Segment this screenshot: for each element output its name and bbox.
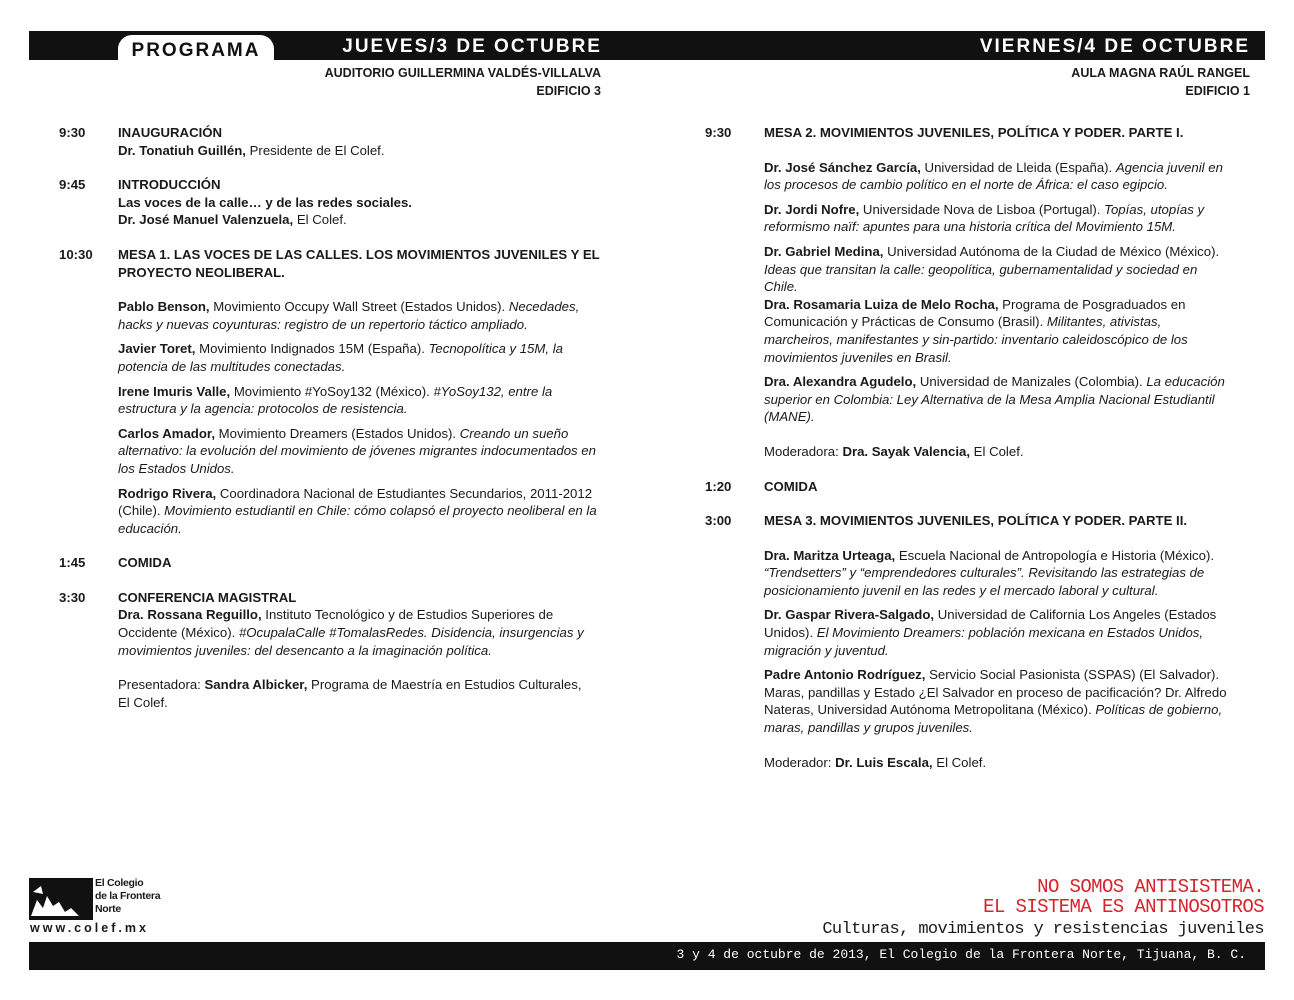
speaker-entry <box>764 201 1230 236</box>
presenter-label: Presentadora: <box>118 677 205 693</box>
talk-title: #OcupalaCalle #TomalasRedes. Disidencia, insurgencias y movimientos juveniles: del desencanto a la imaginación política. <box>118 625 584 658</box>
speaker-line <box>118 142 609 160</box>
moderator-line <box>764 754 1230 772</box>
speaker-entry <box>764 373 1230 426</box>
website-link[interactable]: www.colef.mx <box>30 921 149 935</box>
talk-title: Movimiento estudiantil en Chile: cómo colapsó el proyecto neoliberal en la educación. <box>118 503 597 536</box>
talk-title: Necedades, hacks y nuevas coyunturas: registro de un repertorio táctico ampliado. <box>118 299 580 332</box>
talk-title: “Trendsetters” y “emprendedores culturales”. Revisitando las estrategias de posicionamiento juvenil en las redes y el mercado laboral y cultural. <box>764 565 1205 598</box>
program-item <box>705 478 1230 496</box>
program-item <box>59 246 609 537</box>
speaker-name: Javier Toret, <box>118 341 196 357</box>
speaker-name: Dr. Gaspar Rivera-Salgado, <box>764 607 935 623</box>
speaker-name: Dra. Rosamaria Luiza de Melo Rocha, <box>764 296 999 312</box>
speaker-name: Dr. Tonatiuh Guillén, <box>118 142 246 158</box>
day1-venue-line2: EDIFICIO 3 <box>536 84 601 98</box>
talk-title: Políticas de gobierno, maras, pandillas y grupos juveniles. <box>764 702 1223 736</box>
speaker-affiliation: Universidade Nova de Lisboa (Portugal). <box>859 201 1105 217</box>
talk-title: Topías, utopías y reformismo naïf: apuntes para una historia crítica del Movimiento 15M. <box>764 201 1205 235</box>
speaker-entry <box>118 606 609 659</box>
speaker-affiliation: Servicio Social Pasionista (SSPAS) (El Salvador). Maras, pandillas y Estado ¿El Salvador en proceso de pacificación? Dr. Alfredo Nateras, Universidad Autónoma Metropolitana (México). <box>764 667 1227 718</box>
speaker-entry <box>764 547 1230 600</box>
day1-title: JUEVES/3 DE OCTUBRE <box>342 36 602 57</box>
moderator-affiliation: El Colef. <box>932 754 987 770</box>
speaker-name: Irene Imuris Valle, <box>118 383 231 399</box>
talk-title: #YoSoy132, entre la estructura y la agencia: protocolos de resistencia. <box>118 383 553 417</box>
speaker-name: Dra. Maritza Urteaga, <box>764 547 896 563</box>
item-title: MESA 1. LAS VOCES DE LAS CALLES. LOS MOVIMIENTOS JUVENILES Y EL PROYECTO NEOLIBERAL. <box>118 246 600 280</box>
speaker-name: Dr. Jordi Nofre, <box>764 201 860 217</box>
talk-title: Ideas que transitan la calle: geopolítica, gubernamentalidad y sociedad en Chile. <box>764 261 1198 295</box>
item-title: INAUGURACIÓN <box>118 125 223 140</box>
speaker-name: Dr. José Sánchez García, <box>764 159 921 175</box>
speaker-name: Dra. Rossana Reguillo, <box>118 607 262 623</box>
talk-title: Militantes, ativistas, marcheiros, manifestantes y sin-partido: inventario caleidoscópico de los movimientos juveniles en Brasil. <box>764 314 1188 365</box>
item-time: 1:20 <box>705 478 732 494</box>
speaker-entry <box>118 340 609 375</box>
moderator-name: Dr. Luis Escala, <box>835 754 933 770</box>
day2-venue-line1: AULA MAGNA RAÚL RANGEL <box>1071 66 1250 80</box>
speaker-name: Dra. Alexandra Agudelo, <box>764 374 917 390</box>
item-time: 3:00 <box>705 513 732 529</box>
day1-venue <box>250 64 601 100</box>
speaker-entry <box>764 666 1230 736</box>
speaker-name: Dr. Gabriel Medina, <box>764 243 884 259</box>
event-subtitle: Culturas, movimientos y resistencias juveniles <box>822 920 1264 939</box>
speaker-entry <box>764 243 1230 296</box>
speaker-affiliation: Universidad Autónoma de la Ciudad de México (México). <box>883 243 1220 259</box>
speaker-name: Carlos Amador, <box>118 425 215 441</box>
logo-text-line: de la Frontera <box>95 890 161 902</box>
program-item <box>59 124 609 159</box>
item-title: COMIDA <box>764 478 818 494</box>
moderator-name: Dra. Sayak Valencia, <box>842 443 971 459</box>
speaker-entry <box>764 159 1230 194</box>
day2-venue <box>900 64 1250 100</box>
speaker-affiliation: El Colef. <box>293 212 347 228</box>
speaker-affiliation: Escuela Nacional de Antropología e Historia (México). <box>895 547 1215 563</box>
slogan-line-2: EL SISTEMA ES ANTINOSOTROS <box>983 896 1264 918</box>
speaker-affiliation: Coordinadora Nacional de Estudiantes Secundarios, 2011-2012 (Chile). <box>118 485 593 519</box>
item-time: 9:30 <box>59 125 86 140</box>
speaker-entry <box>118 298 609 333</box>
speaker-affiliation: Universidad de California Los Angeles (Estados Unidos). <box>764 607 1217 641</box>
item-title: CONFERENCIA MAGISTRAL <box>118 589 297 605</box>
talk-title: La educación superior en Colombia: Ley Alternativa de la Mesa Amplia Nacional Estudiantil (MANE). <box>764 374 1225 425</box>
program-item <box>59 554 609 572</box>
speaker-name: Rodrigo Rivera, <box>118 485 217 501</box>
program-item <box>59 589 609 712</box>
moderator-label: Moderadora: <box>764 443 843 459</box>
speaker-entry <box>764 296 1230 366</box>
speaker-affiliation: Movimiento Dreamers (Estados Unidos). <box>214 425 460 441</box>
presenter-line <box>118 676 588 711</box>
item-time: 3:30 <box>59 589 86 605</box>
speaker-affiliation: Instituto Tecnológico y de Estudios Superiores de Occidente (México). <box>118 607 554 641</box>
logo-text-line: El Colegio <box>95 877 144 889</box>
talk-title: Agencia juvenil en los procesos de cambio político en el norte de África: el caso egipcio. <box>764 159 1223 193</box>
item-title: COMIDA <box>118 555 172 571</box>
item-time: 10:30 <box>59 246 93 262</box>
item-title: INTRODUCCIÓN <box>118 177 221 193</box>
talk-title: Tecnopolítica y 15M, la potencia de las multitudes conectadas. <box>118 341 563 374</box>
speaker-line <box>118 211 609 229</box>
day2-title: VIERNES/4 DE OCTUBRE <box>979 36 1250 57</box>
item-time: 9:45 <box>59 177 86 193</box>
day2-venue-line2: EDIFICIO 1 <box>1185 84 1250 98</box>
day2-program <box>705 124 1230 771</box>
speaker-affiliation: Movimiento Indignados 15M (España). <box>195 341 429 357</box>
program-item <box>705 124 1230 461</box>
speaker-entry <box>118 383 609 418</box>
speaker-affiliation: Movimiento Occupy Wall Street (Estados Unidos). <box>209 299 509 315</box>
item-time: 1:45 <box>59 555 86 571</box>
speaker-entry <box>118 485 609 538</box>
speaker-entry <box>764 606 1230 659</box>
day1-venue-line1: AUDITORIO GUILLERMINA VALDÉS-VILLALVA <box>324 66 601 80</box>
presenter-affiliation: Programa de Maestría en Estudios Culturales, El Colef. <box>118 677 582 710</box>
program-item <box>59 176 609 229</box>
logo-text <box>95 877 160 916</box>
moderator-line <box>764 443 1230 461</box>
logo-text-line: Norte <box>95 903 121 915</box>
slogan-line-1: NO SOMOS ANTISISTEMA. <box>1037 876 1264 898</box>
speaker-entry <box>118 425 609 478</box>
moderator-affiliation: El Colef. <box>970 443 1024 459</box>
speaker-name: Padre Antonio Rodríguez, <box>764 667 926 683</box>
speaker-affiliation: Movimiento #YoSoy132 (México). <box>230 383 434 399</box>
slogan <box>983 877 1264 917</box>
speaker-name: Pablo Benson, <box>118 299 210 315</box>
talk-title: Creando un sueño alternativo: la evolución del movimiento de jóvenes migrantes indocumentados en los Estados Unidos. <box>118 425 596 476</box>
speaker-affiliation: Universidad de Manizales (Colombia). <box>916 374 1147 390</box>
speaker-affiliation: Presidente de El Colef. <box>245 142 385 158</box>
item-subtitle: Las voces de la calle… y de las redes sociales. <box>118 194 412 210</box>
program-item <box>705 512 1230 771</box>
day1-program <box>59 124 609 711</box>
colef-logo-icon <box>29 878 93 920</box>
item-title: MESA 2. MOVIMIENTOS JUVENILES, POLÍTICA Y PODER. PARTE I. <box>764 125 1184 140</box>
moderator-label: Moderador: <box>764 754 836 770</box>
presenter-name: Sandra Albicker, <box>204 677 308 693</box>
programa-tab: PROGRAMA <box>118 35 274 65</box>
event-date-location: 3 y 4 de octubre de 2013, El Colegio de la Frontera Norte, Tijuana, B. C. <box>676 947 1246 962</box>
speaker-affiliation: Programa de Posgraduados en Comunicación y Prácticas de Consumo (Brasil). <box>764 296 1186 330</box>
speaker-name: Dr. José Manuel Valenzuela, <box>118 212 294 228</box>
item-time: 9:30 <box>705 125 732 140</box>
item-title: MESA 3. MOVIMIENTOS JUVENILES, POLÍTICA Y PODER. PARTE II. <box>764 513 1188 529</box>
speaker-affiliation: Universidad de Lleida (España). <box>920 159 1116 175</box>
talk-title: El Movimiento Dreamers: población mexicana en Estados Unidos, migración y juventud. <box>764 625 1204 658</box>
